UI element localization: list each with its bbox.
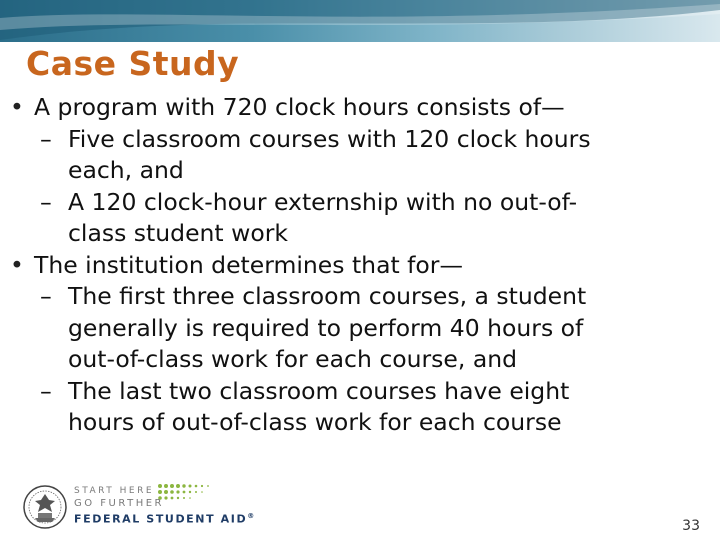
sub-bullet-line: A 120 clock-hour externship with no out-of- (68, 187, 578, 216)
bullet-item: • A program with 720 clock hours consists of— (10, 92, 710, 124)
bullet-item: • The institution determines that for— (10, 250, 710, 282)
brand-tagline-go-further: GO FURTHER (74, 498, 164, 509)
slide-title: Case Study (26, 44, 240, 83)
brand-tagline-start-here: START HERE (74, 486, 155, 496)
sub-bullet-line: hours of out-of-class work for each course (68, 408, 562, 436)
sub-bullet-line: generally is required to perform 40 hours of (68, 313, 584, 342)
brand-name (74, 512, 256, 526)
sub-bullet-item (10, 124, 710, 187)
sub-bullet-item (10, 187, 710, 250)
header-band (0, 0, 720, 42)
sub-bullet-line: each, and (68, 156, 184, 184)
dash-marker: – (40, 376, 52, 405)
sub-bullet-line: out-of-class work for each course, and (68, 345, 518, 373)
sub-bullet-item (10, 376, 710, 439)
sub-bullet-line: The last two classroom courses have eight (68, 376, 570, 405)
sub-bullet-item (10, 281, 710, 376)
federal-student-aid-logo (22, 480, 262, 534)
dash-marker: – (40, 187, 52, 216)
sub-bullet-line: class student work (68, 219, 288, 247)
department-of-education-seal-icon (22, 480, 68, 534)
sub-bullet-line: Five classroom courses with 120 clock hours (68, 124, 591, 153)
registered-mark: ® (247, 512, 256, 520)
sub-bullet-line: The first three classroom courses, a student (68, 282, 587, 310)
page-number: 33 (682, 518, 700, 534)
dash-marker: – (40, 282, 52, 310)
slide-body (10, 92, 710, 439)
dash-marker: – (40, 124, 52, 153)
brand-text (74, 486, 256, 526)
header-wave-decoration (0, 0, 720, 42)
brand-name-text: FEDERAL STUDENT AID (74, 512, 248, 526)
